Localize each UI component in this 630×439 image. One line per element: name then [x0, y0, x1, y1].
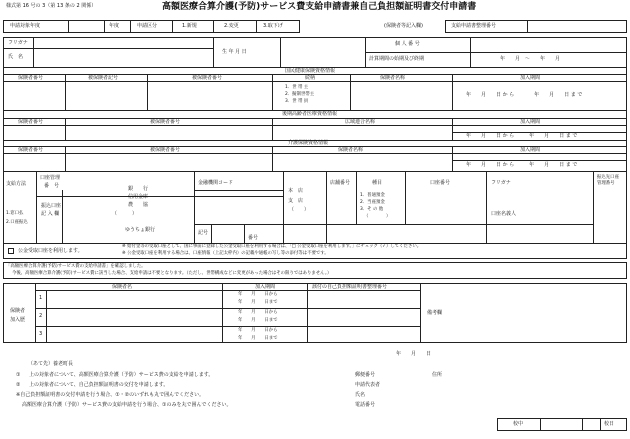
- kouchu-label: 校中: [513, 421, 524, 427]
- shumoku-label: 種目: [372, 180, 383, 186]
- yucho-label: ゆうちょ銀行: [125, 227, 156, 233]
- hist-row-from: 年 月 日から: [238, 328, 278, 333]
- kouki-insurer-no: 保険者番号: [18, 119, 44, 125]
- bikou-label: 備考欄: [427, 310, 443, 316]
- option-withdraw[interactable]: 3.取下げ: [263, 23, 283, 29]
- option-change[interactable]: 2.変更: [224, 23, 239, 29]
- yucho-kigo: 記号: [198, 230, 209, 236]
- hist-row-to: 年 月 日まで: [238, 336, 278, 341]
- bank-nokyo: 農 協: [128, 202, 149, 208]
- hist-row-no: 3: [39, 331, 43, 337]
- hist-row-to: 年 月 日まで: [238, 300, 278, 305]
- kouki-bango: 被保険者番号: [150, 119, 181, 125]
- hist-row-no: 1: [39, 295, 43, 301]
- shumoku-2[interactable]: 2．当座預金: [360, 200, 385, 205]
- kaigo-period: 年 月 日 か ら 年 月 日 ま で: [466, 162, 578, 168]
- insurer-entry-label: (保険者等記入欄): [384, 23, 423, 29]
- shumoku-3-paren: （ ）: [364, 214, 391, 219]
- kouki-section: 後期高齢者医療資格情報: [282, 111, 338, 117]
- circle-2[interactable]: ②: [16, 382, 21, 388]
- keisan-label: 計算期間の始期及び終期: [369, 56, 425, 62]
- target-year-label: 申請対象年度: [10, 23, 41, 29]
- claim-line-4: 高額医療合算介護（予防）サービス費の支給申請を行う場合、①のみを丸で囲んでください。: [22, 402, 232, 408]
- bank-furigana: フリガナ: [491, 180, 511, 186]
- history-table: [3, 283, 627, 343]
- yucho-bango: 番号: [248, 235, 259, 241]
- kouki-kanyu: 加入期間: [520, 119, 541, 125]
- kouki-rengo: 広域連合名称: [345, 119, 376, 125]
- zokugara-1[interactable]: 1．世 帯 主: [285, 85, 309, 90]
- option-new[interactable]: 1.新規: [182, 23, 197, 29]
- hist-row-from: 年 月 日から: [238, 310, 278, 315]
- kouki-period: 年 月 日 か ら 年 月 日 ま で: [466, 133, 578, 139]
- kaigo-kanyu: 加入期間: [520, 147, 541, 153]
- method-cash[interactable]: 1.窓口払: [6, 211, 24, 216]
- kanri-label-2: 番 号: [44, 183, 60, 189]
- footer-date: 年 月 日: [396, 351, 432, 357]
- method-label: 支給方法: [6, 181, 27, 187]
- kokuho-zokugara: 続柄: [305, 75, 316, 81]
- claim-line-1: 上の対象者について、高額医療合算介護（予防）サービス費の支給を申請します。: [29, 372, 214, 378]
- shiten-label: 支 店: [288, 198, 304, 204]
- decl-line-2: 今後、高額医療合算介護(予防)サービス費に該当した場合、支給申請は不要となります。（ただし、世帯構成などに変更があった場合はその限りではありません。）: [12, 271, 332, 276]
- hist-row-to: 年 月 日まで: [238, 318, 278, 323]
- bank-paren: （ ）: [112, 211, 138, 217]
- zokugara-3[interactable]: 3．世 帯 員: [285, 99, 309, 104]
- koza-label: 口座番号: [430, 180, 451, 186]
- kokuho-bango: 被保険者番号: [192, 75, 223, 81]
- form-title: 高額医療合算介護(予防)サービス費支給申請書兼自己負担額証明書交付申請書: [162, 2, 477, 12]
- hist-row-from: 年 月 日から: [238, 292, 278, 297]
- keisan-period: 年 月 ～ 年 月: [500, 56, 561, 62]
- hist-col-period: 加入期間: [255, 284, 276, 290]
- kojin-label: 個 人 番 号: [395, 41, 420, 47]
- ate-label: （あて先）養老町長: [28, 361, 74, 367]
- tenpo-label: 店舗番号: [330, 180, 351, 186]
- shumoku-1[interactable]: 1．普通預金: [360, 193, 385, 198]
- kokuho-kanyu: 加入期間: [520, 75, 541, 81]
- birth-label: 生 年 月 日: [222, 49, 247, 55]
- meigi-label: 口座名義人: [491, 211, 517, 217]
- kaigo-section: 介護保険資格情報: [288, 140, 329, 146]
- shimei-label: 氏名: [355, 392, 366, 398]
- hist-label-2: 加入歴: [10, 317, 26, 323]
- kaigo-bango: 被保険者番号: [150, 147, 181, 153]
- kokin-checkbox[interactable]: [8, 248, 14, 255]
- zokugara-2[interactable]: 2．擬制世帯主: [285, 92, 315, 97]
- furikomi-label-1: 振込口座: [41, 203, 62, 209]
- kokin-label: 公金受取口座を利用します。: [18, 248, 83, 254]
- kikan-code-label: 金融機関コード: [198, 180, 234, 186]
- kokuho-kigo: 被保険者記号: [88, 75, 119, 81]
- kokuho-period: 年 月 日 か ら 年 月 日 ま で: [466, 92, 583, 98]
- kokuho-insurer-name: 保険者名称: [380, 75, 406, 81]
- kanri-label-1: 口座管理: [40, 175, 61, 181]
- daihyo-label: 申請代表者: [355, 382, 381, 388]
- branch-paren: （ ）: [289, 207, 310, 213]
- name-label: 氏 名: [8, 54, 24, 60]
- claim-line-3: ※自己負担額証明書の交付申請を行う場合、①・②のいずれも丸で囲んでください。: [16, 392, 205, 398]
- hist-label-1: 保険者: [10, 308, 26, 314]
- circle-1[interactable]: ①: [16, 372, 21, 378]
- denwa-label: 電話番号: [355, 402, 376, 408]
- kokuho-insurer-no: 保険者番号: [18, 75, 44, 81]
- hist-col-cert: 該付の自己負担額証明書整理番号: [312, 284, 388, 290]
- yubin-label: 郵便番号: [355, 372, 376, 378]
- hist-row-no: 2: [39, 313, 43, 319]
- kaigo-insurer-no: 保険者番号: [18, 147, 44, 153]
- seiri-label: 支給申請書整理番号: [451, 23, 497, 29]
- furigana-label: フリガナ: [8, 40, 28, 46]
- kokuho-section: 国民健康保険資格情報: [285, 68, 336, 74]
- shumoku-3[interactable]: 3．そ の 他: [360, 207, 384, 212]
- furikomi-kanri-2: 管理番号: [597, 181, 615, 186]
- bank-shinkin: 信用金庫: [128, 194, 149, 200]
- kaigo-insurer-name: 保険者名称: [338, 147, 364, 153]
- furikomi-label-2: 記 入 欄: [41, 211, 60, 217]
- hist-col-name: 保険者名: [112, 284, 133, 290]
- bank-ginko: 銀 行: [128, 186, 149, 192]
- style-number: 様式第 16 号の 3（第 13 条の 2 関係）: [6, 3, 97, 9]
- honten-label: 本 店: [288, 188, 304, 194]
- koubi-label: 校日: [604, 421, 615, 427]
- kokin-note-2: ※ 公金受取口座を利用する場合は、口座情報（上記太枠内）の記載や通帳の写し等の添付等は不要です。: [122, 251, 329, 256]
- decl-line-1: 「高額医療合算介護(予防)サービス費の支給申請書」を確認しました。: [6, 264, 146, 269]
- method-transfer[interactable]: 2.口座振込: [6, 220, 28, 225]
- nendo-label: 年度: [109, 23, 120, 29]
- kokin-note-1: ※ 給付金等の受取口座として、国に事前に登録した公金受取口座を利用する場合は、「□ 公金受取口座を利用します。」にチェック（✓）してください。: [122, 244, 422, 249]
- jusho-label: 住所: [432, 372, 443, 378]
- claim-line-2: 上の対象者について、自己負担額証明書の交付を申請します。: [29, 382, 169, 388]
- kubun-label: 申請区分: [137, 23, 158, 29]
- furikomi-kanri-1: 振込先口座: [597, 175, 619, 180]
